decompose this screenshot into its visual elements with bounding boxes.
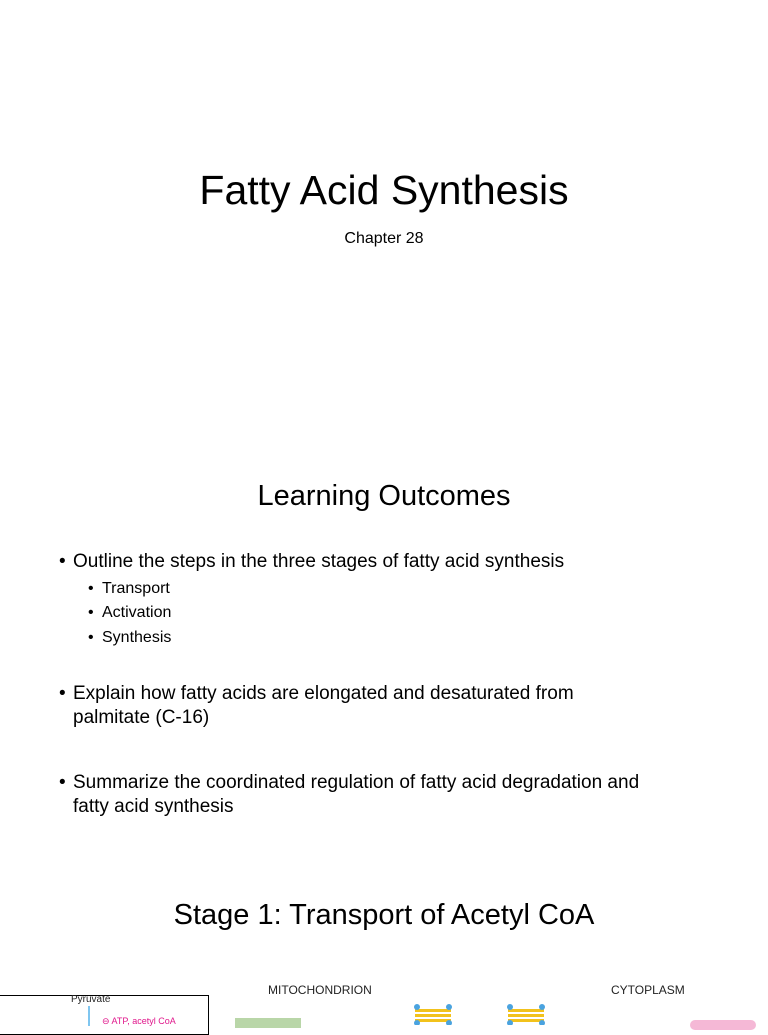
bullet-text-line1: Summarize the coordinated regulation of fatty acid degradation and <box>73 772 640 793</box>
membrane-icon-left <box>411 1003 455 1025</box>
bullet-dot: • <box>59 551 66 572</box>
subbullet-dot: • <box>88 580 94 597</box>
bullet-dot: • <box>59 683 66 704</box>
bullet-text-line1: Explain how fatty acids are elongated and desaturated from <box>73 683 574 704</box>
cytoplasm-label: CYTOPLASM <box>611 983 685 997</box>
mitochondrion-label: MITOCHONDRION <box>268 983 372 997</box>
slide1-title: Fatty Acid Synthesis <box>199 167 569 213</box>
cytoplasm-molecule <box>690 1020 756 1030</box>
subbullet-dot: • <box>88 629 94 646</box>
subbullet-text: Synthesis <box>102 629 172 646</box>
slide3-title: Stage 1: Transport of Acetyl CoA <box>173 899 595 931</box>
subbullet-dot: • <box>88 604 94 621</box>
subbullet-text: Transport <box>102 580 170 597</box>
bullet-text-line2: fatty acid synthesis <box>73 796 234 817</box>
regulator-label: ⊖ ATP, acetyl CoA <box>102 1016 176 1026</box>
bullet-dot: • <box>59 772 66 793</box>
membrane-icon-right <box>504 1003 548 1025</box>
bullet-text-line2: palmitate (C-16) <box>73 707 210 728</box>
bullet-text: Outline the steps in the three stages of fatty acid synthesis <box>73 551 565 572</box>
slide2-title: Learning Outcomes <box>257 480 511 512</box>
slide1-subtitle: Chapter 28 <box>344 230 424 247</box>
pathway-arrow <box>88 1006 90 1026</box>
acetyl-coa-box <box>235 1018 301 1028</box>
subbullet-text: Activation <box>102 604 172 621</box>
pyruvate-label: Pyruvate <box>71 994 111 1005</box>
